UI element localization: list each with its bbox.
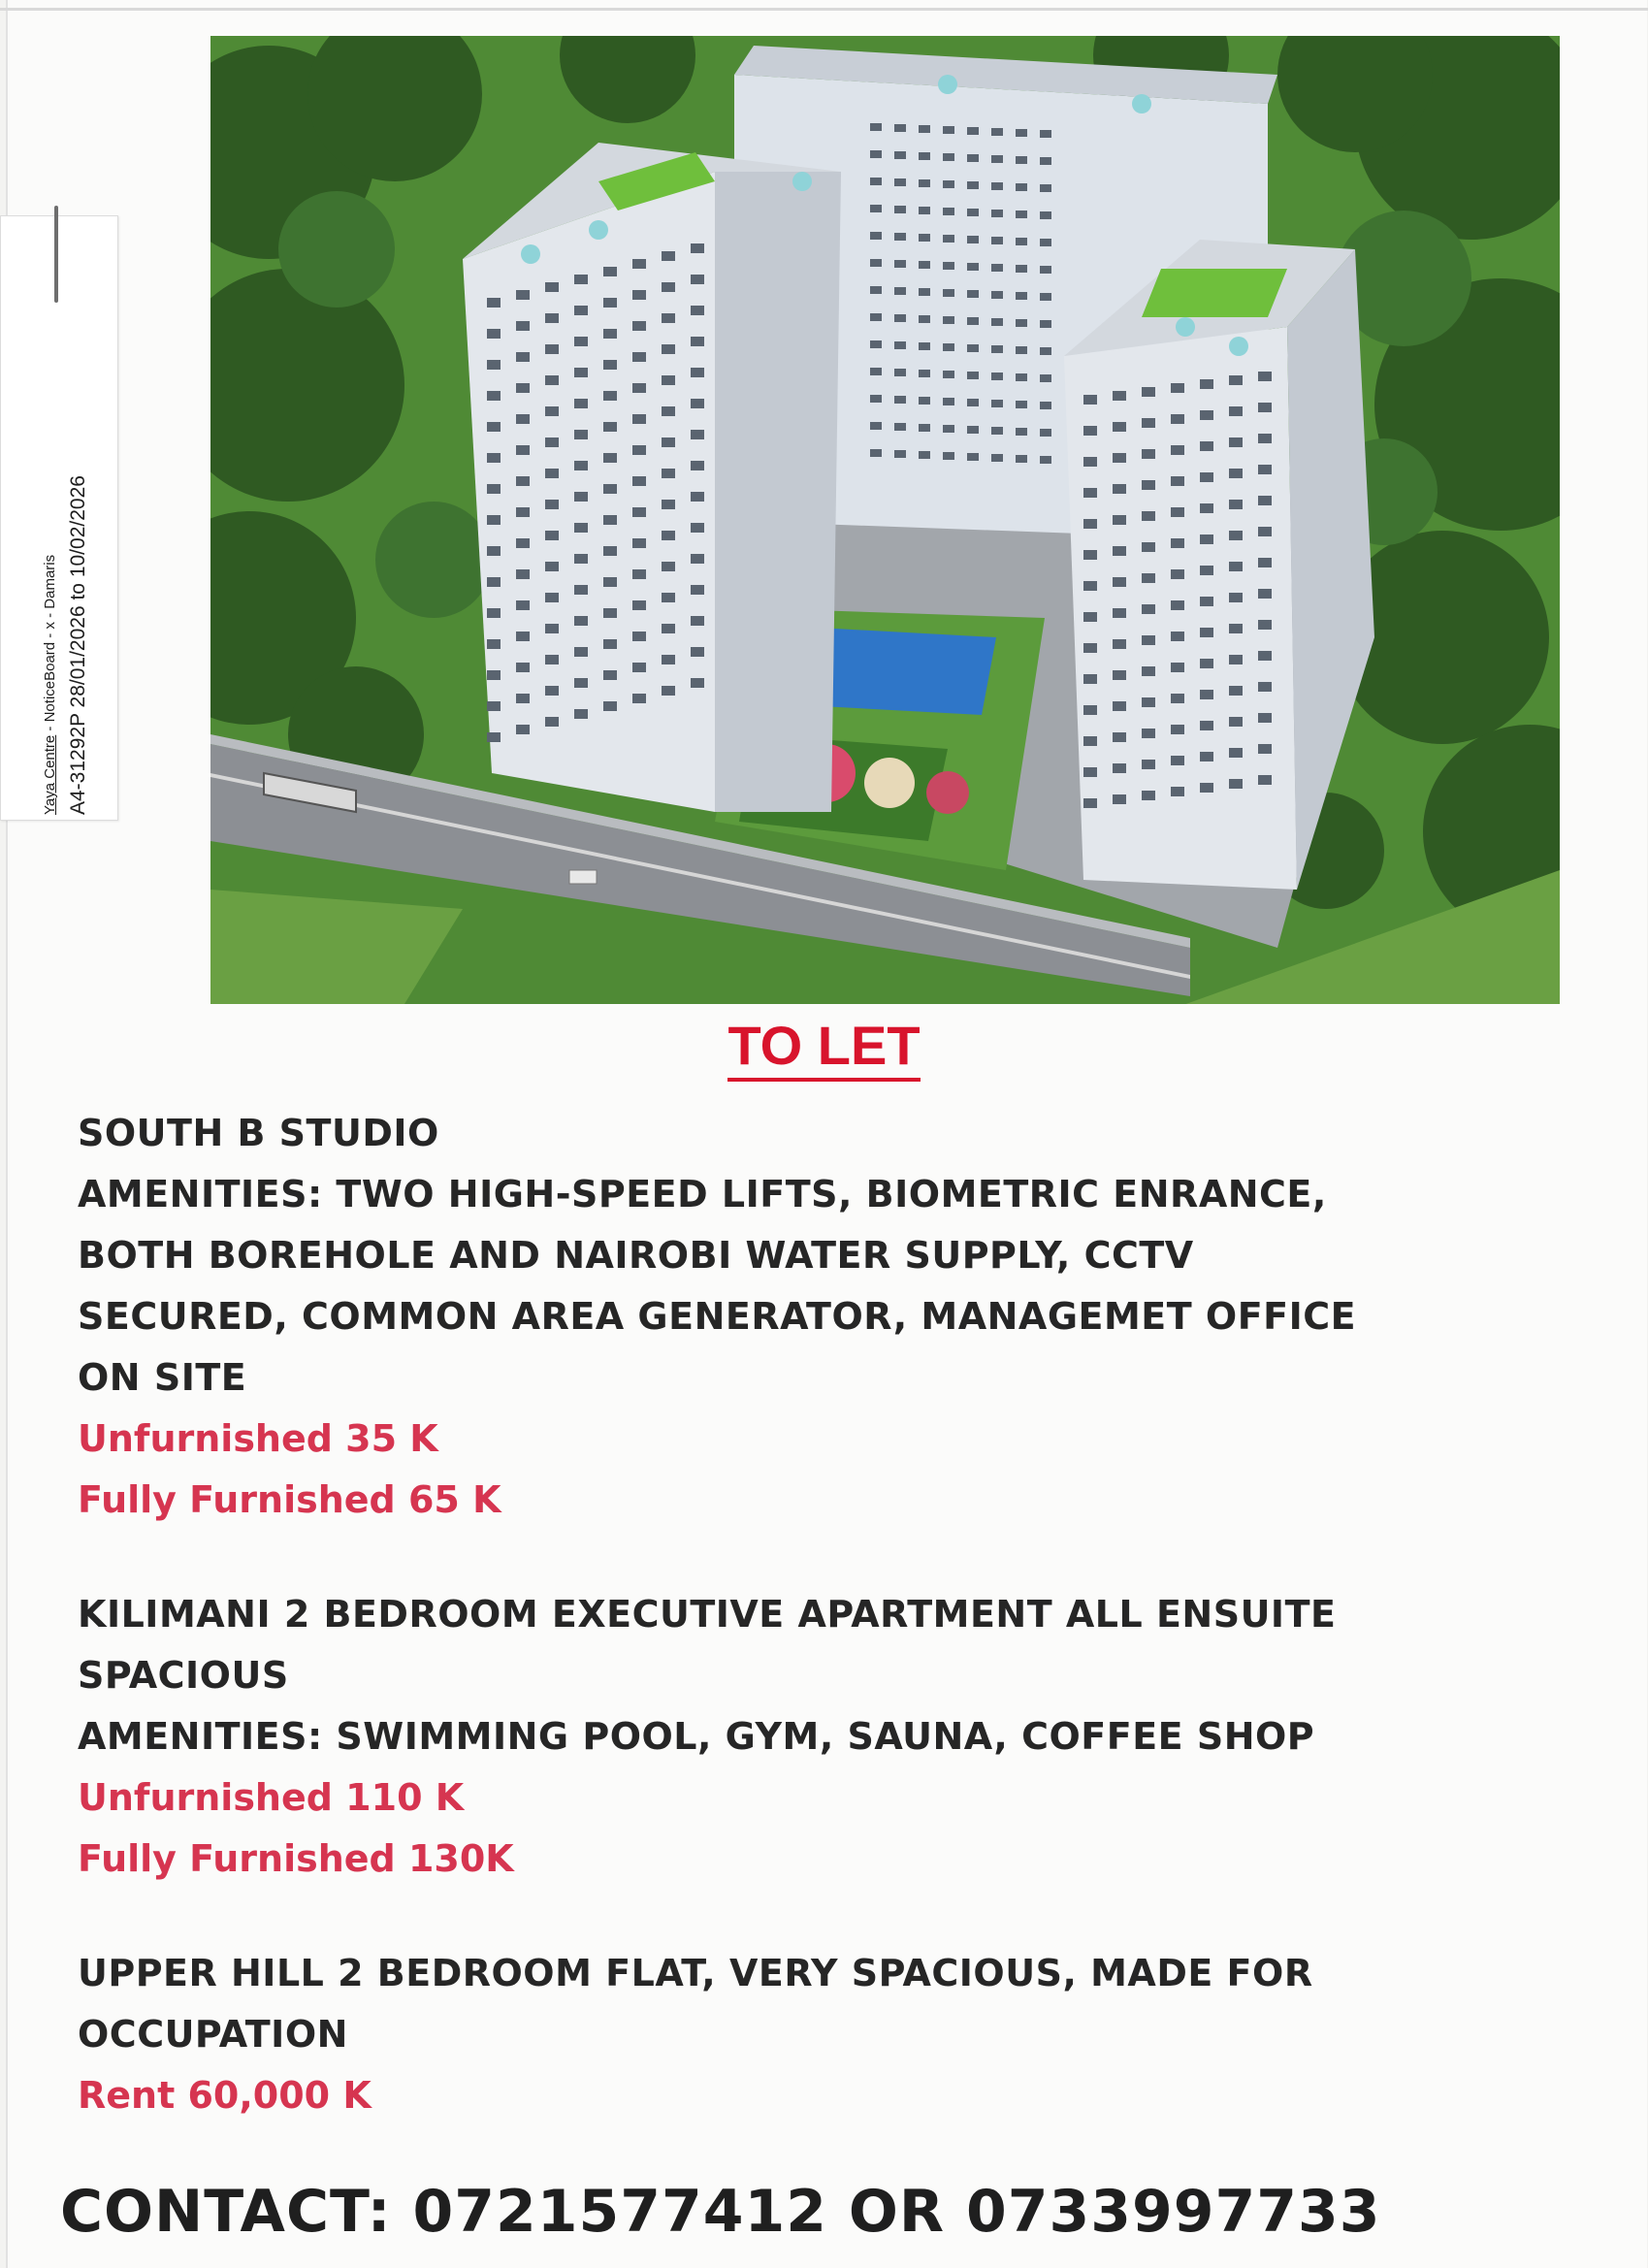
listing-title: SPACIOUS <box>78 1654 289 1697</box>
listings <box>78 1103 1591 2126</box>
listing-amenities: AMENITIES: TWO HIGH-SPEED LIFTS, BIOMETRIC ENRANCE, <box>78 1173 1327 1215</box>
price-unfurnished: Unfurnished 35 K <box>78 1417 438 1460</box>
price-furnished: Fully Furnished 65 K <box>78 1478 501 1521</box>
listing-amenities: ON SITE <box>78 1356 247 1399</box>
contact-line: CONTACT: 0721577412 OR 0733997733 <box>60 2178 1381 2246</box>
sticker-text <box>41 272 93 815</box>
listing-amenities: BOTH BOREHOLE AND NAIROBI WATER SUPPLY, CCTV <box>78 1234 1194 1277</box>
listing-south-b <box>78 1103 1591 1531</box>
listing-title: SOUTH B STUDIO <box>78 1112 439 1154</box>
page-edge <box>0 8 1648 11</box>
listing-upper-hill <box>78 1943 1591 2126</box>
listing-title: UPPER HILL 2 BEDROOM FLAT, VERY SPACIOUS, MADE FOR <box>78 1952 1313 1994</box>
sticker-reference: A4-31292P 28/01/2026 to 10/02/2026 <box>67 475 89 815</box>
sticker-board-info: - NoticeBoard - x - Damaris <box>42 554 58 735</box>
listing-amenities: AMENITIES: SWIMMING POOL, GYM, SAUNA, COFFEE SHOP <box>78 1715 1315 1758</box>
sticker-location <box>41 272 60 815</box>
building-photo <box>210 36 1560 1004</box>
listing-title: KILIMANI 2 BEDROOM EXECUTIVE APARTMENT ALL ENSUITE <box>78 1593 1337 1636</box>
price-unfurnished: Unfurnished 110 K <box>78 1776 465 1819</box>
to-let-text: TO LET <box>727 1015 920 1082</box>
price-furnished: Fully Furnished 130K <box>78 1837 514 1880</box>
listing-kilimani <box>78 1584 1591 1890</box>
listing-amenities: SECURED, COMMON AREA GENERATOR, MANAGEMET OFFICE <box>78 1295 1357 1338</box>
listing-title: OCCUPATION <box>78 2013 348 2056</box>
to-let-heading <box>0 1015 1648 1077</box>
sticker-location-name: Yaya Centre <box>42 734 58 815</box>
price-rent: Rent 60,000 K <box>78 2074 372 2117</box>
